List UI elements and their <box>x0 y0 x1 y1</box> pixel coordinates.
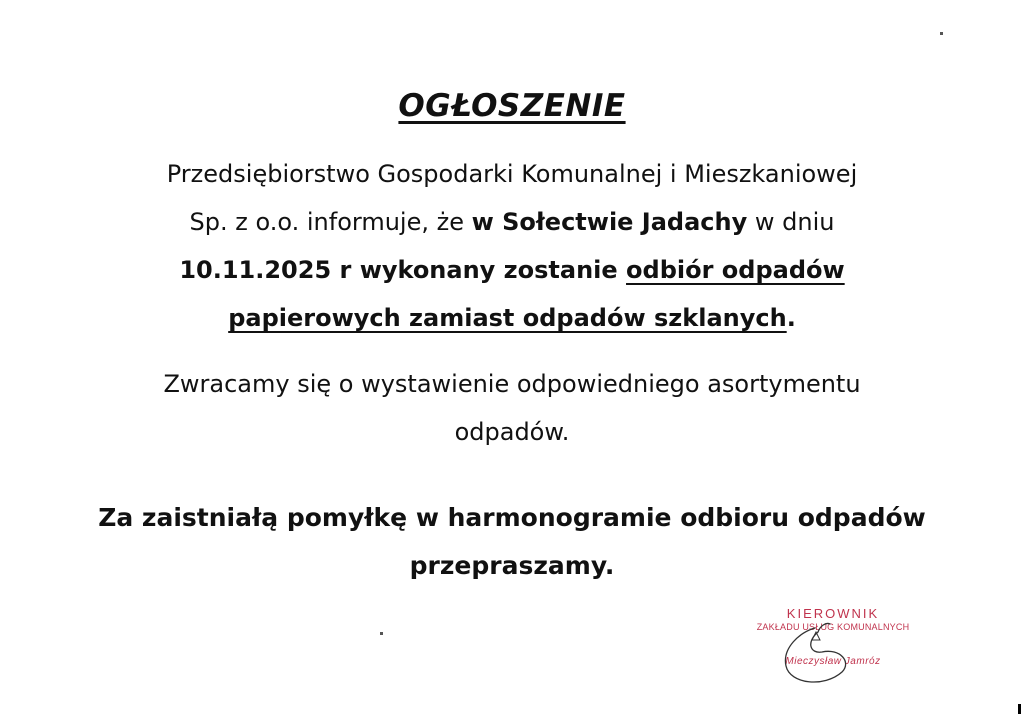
scan-speck <box>380 632 383 635</box>
pickup-date: 10.11.2025 r wykonany zostanie <box>179 256 627 284</box>
p1-line-1: Przedsiębiorstwo Gospodarki Komunalnej i Mieszkaniowej <box>166 160 858 188</box>
p3-line-1: Za zaistniałą pomyłkę w harmonogramie odbioru odpadów <box>98 503 926 532</box>
location-name: w Sołectwie Jadachy <box>471 208 748 236</box>
p1-line-2-c: w dniu <box>747 208 835 236</box>
p1-line-4-end: . <box>786 304 796 332</box>
p1-line-3 <box>62 246 962 294</box>
p2-line-2: odpadów. <box>454 418 570 446</box>
p1-line-2-a: Sp. z o.o. informuje, że <box>189 208 472 236</box>
scan-speck <box>940 32 943 35</box>
signature <box>760 618 880 688</box>
p2-line-1: Zwracamy się o wystawienie odpowiedniego asortymentu <box>163 370 861 398</box>
notice-paragraph-1 <box>62 150 962 342</box>
pickup-type-1: odbiór odpadów <box>626 256 845 284</box>
p1-line-4 <box>62 294 962 342</box>
pickup-type-2: papierowych zamiast odpadów szklanych <box>228 304 787 332</box>
stamp-unit: ZAKŁADU USŁUG KOMUNALNYCH <box>756 622 910 632</box>
notice-paragraph-3 <box>62 494 962 590</box>
notice-title: OGŁOSZENIE <box>398 88 626 124</box>
notice-paragraph-2 <box>62 360 962 456</box>
p3-line-2: przepraszamy. <box>409 551 615 580</box>
p1-line-2 <box>62 198 962 246</box>
stamp-name: Mieczysław Jamróz <box>785 656 881 667</box>
stamp-title: KIEROWNIK <box>786 606 880 621</box>
scan-edge-mark <box>1018 704 1021 714</box>
